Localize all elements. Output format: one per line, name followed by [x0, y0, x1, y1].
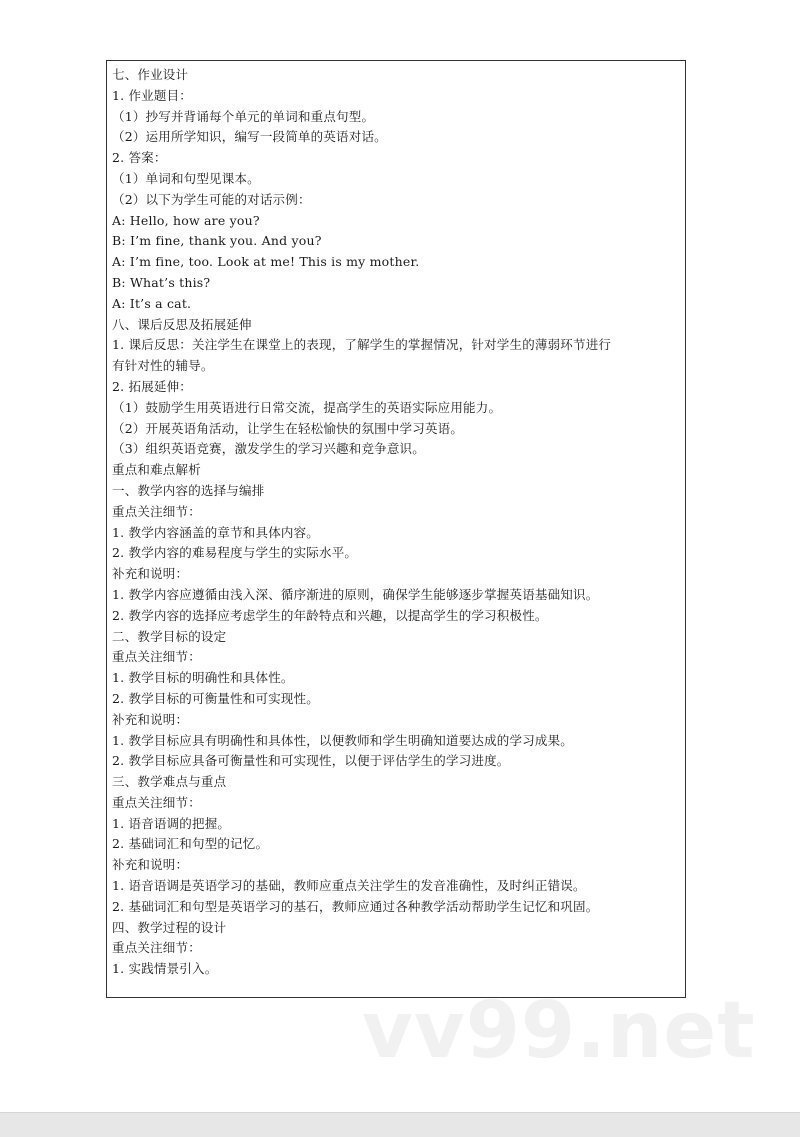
document-line: 1. 语音语调的把握。 — [112, 815, 231, 831]
document-line: A: It’s a cat. — [112, 295, 192, 311]
document-content-box — [106, 60, 686, 998]
bottom-scroll-bar[interactable] — [0, 1112, 800, 1137]
document-line: 2. 教学内容的选择应考虑学生的年龄特点和兴趣，以提高学生的学习积极性。 — [112, 607, 548, 623]
document-line: （1）鼓励学生用英语进行日常交流，提高学生的英语实际应用能力。 — [112, 399, 502, 415]
document-line: 2. 拓展延伸： — [112, 378, 192, 394]
document-line: B: I’m fine, thank you. And you? — [112, 233, 322, 249]
document-line: A: I’m fine, too. Look at me! This is my mother. — [112, 254, 420, 270]
document-line: 1. 课后反思：关注学生在课堂上的表现，了解学生的掌握情况，针对学生的薄弱环节进行 — [112, 337, 612, 353]
document-line: 1. 教学目标的明确性和具体性。 — [112, 670, 294, 686]
document-line: 1. 语音语调是英语学习的基础，教师应重点关注学生的发音准确性，及时纠正错误。 — [112, 878, 586, 894]
document-line: 2. 基础词汇和句型是英语学习的基石，教师应通过各种教学活动帮助学生记忆和巩固。 — [112, 898, 599, 914]
document-line: 七、作业设计 — [112, 67, 189, 82]
document-line: 2. 教学目标应具备可衡量性和可实现性，以便于评估学生的学习进度。 — [112, 753, 510, 769]
document-line: 1. 教学内容应遵循由浅入深、循序渐进的原则，确保学生能够逐步掌握英语基础知识。 — [112, 586, 599, 602]
document-line: （2）运用所学知识，编写一段简单的英语对话。 — [112, 129, 387, 145]
document-line: 2. 教学内容的难易程度与学生的实际水平。 — [112, 545, 358, 561]
document-line: 二、教学目标的设定 — [112, 628, 227, 644]
document-line: （1）单词和句型见课本。 — [112, 170, 260, 186]
document-line: 2. 教学目标的可衡量性和可实现性。 — [112, 690, 320, 706]
document-line: 有针对性的辅导。 — [112, 358, 214, 374]
document-line: 2. 答案： — [112, 150, 167, 166]
document-line: 三、教学难点与重点 — [112, 774, 227, 790]
document-line: 补充和说明： — [112, 566, 189, 582]
document-line: 1. 实践情景引入。 — [112, 961, 218, 977]
document-line: A: Hello, how are you? — [112, 212, 260, 228]
document-line: （3）组织英语竞赛，激发学生的学习兴趣和竞争意识。 — [112, 441, 425, 457]
document-line: 重点关注细节： — [112, 503, 201, 519]
document-line: 重点和难点解析 — [112, 462, 201, 478]
document-line: （1）抄写并背诵每个单元的单词和重点句型。 — [112, 108, 375, 124]
watermark: vv99.net — [362, 986, 756, 1076]
document-line: 1. 作业题目： — [112, 87, 192, 103]
document-line: 1. 教学内容涵盖的章节和具体内容。 — [112, 524, 320, 540]
document-line: 重点关注细节： — [112, 940, 201, 956]
document-line: 八、课后反思及拓展延伸 — [112, 316, 252, 332]
document-line: （2）以下为学生可能的对话示例： — [112, 191, 311, 207]
document-line: 2. 基础词汇和句型的记忆。 — [112, 836, 269, 852]
document-line: 补充和说明： — [112, 857, 189, 873]
document-line: 1. 教学目标应具有明确性和具体性，以便教师和学生明确知道要达成的学习成果。 — [112, 732, 574, 748]
document-line: （2）开展英语角活动，让学生在轻松愉快的氛围中学习英语。 — [112, 420, 464, 436]
document-line: 重点关注细节： — [112, 649, 201, 665]
document-line: B: What’s this? — [112, 274, 211, 290]
document-line: 补充和说明： — [112, 711, 189, 727]
document-line: 四、教学过程的设计 — [112, 919, 227, 935]
document-line: 重点关注细节： — [112, 794, 201, 810]
document-line: 一、教学内容的选择与编排 — [112, 482, 265, 498]
